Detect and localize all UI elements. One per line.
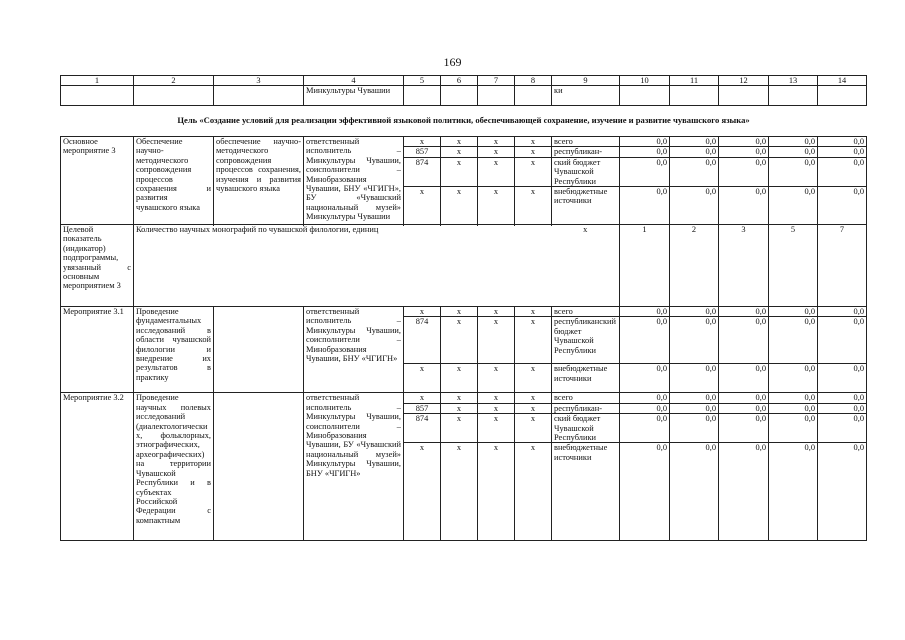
- m32-label: Мероприятие 3.2: [61, 393, 134, 541]
- m31-label: Мероприятие 3.1: [61, 307, 134, 393]
- indicator-value: 3: [719, 225, 769, 307]
- m31-row-874: 874 x x x республиканский бюджет Чувашской Республики 0,0 0,0 0,0 0,0 0,0: [61, 317, 867, 364]
- col-header: 8: [515, 76, 552, 86]
- osn3-row-extra: x x x x внебюджетные источники 0,0 0,0 0,0 0,0 0,0: [61, 187, 867, 225]
- m31-row-total: Мероприятие 3.1 Проведение фундаментальных исследований в области чувашской филологии и внедрение их результатов в практику ответственный исполнитель – Минкультуры Чувашии, соисполнители – Минобразования Чувашии, БНУ «ЧГИГН» x x x x всего 0,0 0,0 0,0 0,0 0,0: [61, 307, 867, 317]
- indicator-row: [61, 225, 867, 307]
- budget-table: [60, 75, 867, 541]
- indicator-value: 2: [670, 225, 719, 307]
- continuation-row: [61, 86, 867, 106]
- cell-responsible: Минкультуры Чувашии: [304, 86, 404, 106]
- col-header: 5: [404, 76, 441, 86]
- page-number: 169: [443, 55, 462, 69]
- osn3-row-874: 874 x x x ский бюджет Чувашской Республики 0,0 0,0 0,0 0,0 0,0: [61, 157, 867, 186]
- col-header: 10: [620, 76, 670, 86]
- m32-responsible: ответственный исполнитель – Минкультуры Чувашии, соисполнители – Минобразования Чувашии, БУ «Чувашский национальный музей» Минкультуры Чувашии, БНУ «ЧГИГН»: [304, 393, 404, 541]
- m32-row-874: 874 x x x ский бюджет Чувашской Республики 0,0 0,0 0,0 0,0 0,0: [61, 414, 867, 443]
- indicator-unit: x: [552, 225, 620, 307]
- indicator-value: 1: [620, 225, 670, 307]
- m32-name: Проведение научных полевых исследований (диалектологических, фольклорных, этнографических, археографических) на территории Чувашской Республики и в субъектах Российской Федерации с компактным: [134, 393, 214, 541]
- m32-row-857: 857 x x x республикан- 0,0 0,0 0,0 0,0 0,0: [61, 403, 867, 413]
- osn3-result: обеспечение научно-методического сопровождения процессов сохранения, изучения и развития чувашского языка: [214, 137, 304, 225]
- cell-source: ки: [552, 86, 620, 106]
- osn3-row-total: Основное мероприятие 3 Обеспечение научно-методического сопровождения процессов сохранения и развития чувашского языка обеспечение научно-методического сопровождения процессов сохранения, изучения и развития чувашского языка ответственный исполнитель – Минкультуры Чувашии, соисполнители – Минобразования Чувашии, БНУ «ЧГИГН», БУ «Чувашский национальный музей» Минкультуры Чувашии x x x x всего 0,0 0,0 0,0 0,0 0,0: [61, 137, 867, 147]
- osn3-row-857: 857 x x x республикан- 0,0 0,0 0,0 0,0 0,0: [61, 147, 867, 157]
- osn3-responsible: ответственный исполнитель – Минкультуры Чувашии, соисполнители – Минобразования Чувашии, БНУ «ЧГИГН», БУ «Чувашский национальный музей» Минкультуры Чувашии: [304, 137, 404, 225]
- col-header: 12: [719, 76, 769, 86]
- m31-name: Проведение фундаментальных исследований в области чувашской филологии и внедрение их результатов в практику: [134, 307, 214, 393]
- osn3-label: Основное мероприятие 3: [61, 137, 134, 225]
- indicator-label: Целевой показатель (индикатор) подпрограммы, увязанный с основным мероприятием 3: [61, 225, 134, 307]
- col-header: 4: [304, 76, 404, 86]
- m32-row-total: Мероприятие 3.2 Проведение научных полевых исследований (диалектологических, фольклорных, этнографических, археографических) на территории Чувашской Республики и в субъектах Российской Федерации с компактным ответственный исполнитель – Минкультуры Чувашии, соисполнители – Минобразования Чувашии, БУ «Чувашский национальный музей» Минкультуры Чувашии, БНУ «ЧГИГН» x x x x всего 0,0 0,0 0,0 0,0 0,0: [61, 393, 867, 403]
- column-number-row: [61, 76, 867, 86]
- m32-result: [214, 393, 304, 541]
- indicator-text: Количество научных монографий по чувашской филологии, единиц: [134, 225, 552, 307]
- col-header: 1: [61, 76, 134, 86]
- col-header: 2: [134, 76, 214, 86]
- indicator-value: 7: [818, 225, 867, 307]
- col-header: 11: [670, 76, 719, 86]
- m31-result: [214, 307, 304, 393]
- goal-heading: Цель «Создание условий для реализации эффективной языковой политики, обеспечивающей сохранение, изучение и развитие чувашского языка»: [61, 106, 867, 137]
- col-header: 13: [769, 76, 818, 86]
- m31-row-extra: x x x x внебюджетные источники 0,0 0,0 0,0 0,0 0,0: [61, 364, 867, 393]
- m31-responsible: ответственный исполнитель – Минкультуры Чувашии, соисполнители – Минобразования Чувашии, БНУ «ЧГИГН»: [304, 307, 404, 393]
- budget-table-wrapper: [60, 75, 866, 541]
- osn3-name: Обеспечение научно-методического сопровождения процессов сохранения и развития чувашского языка: [134, 137, 214, 225]
- col-header: 3: [214, 76, 304, 86]
- col-header: 14: [818, 76, 867, 86]
- col-header: 9: [552, 76, 620, 86]
- indicator-value: 5: [769, 225, 818, 307]
- col-header: 6: [441, 76, 478, 86]
- col-header: 7: [478, 76, 515, 86]
- goal-row: [61, 106, 867, 137]
- m32-row-extra: x x x x внебюджетные источники 0,0 0,0 0,0 0,0 0,0: [61, 443, 867, 541]
